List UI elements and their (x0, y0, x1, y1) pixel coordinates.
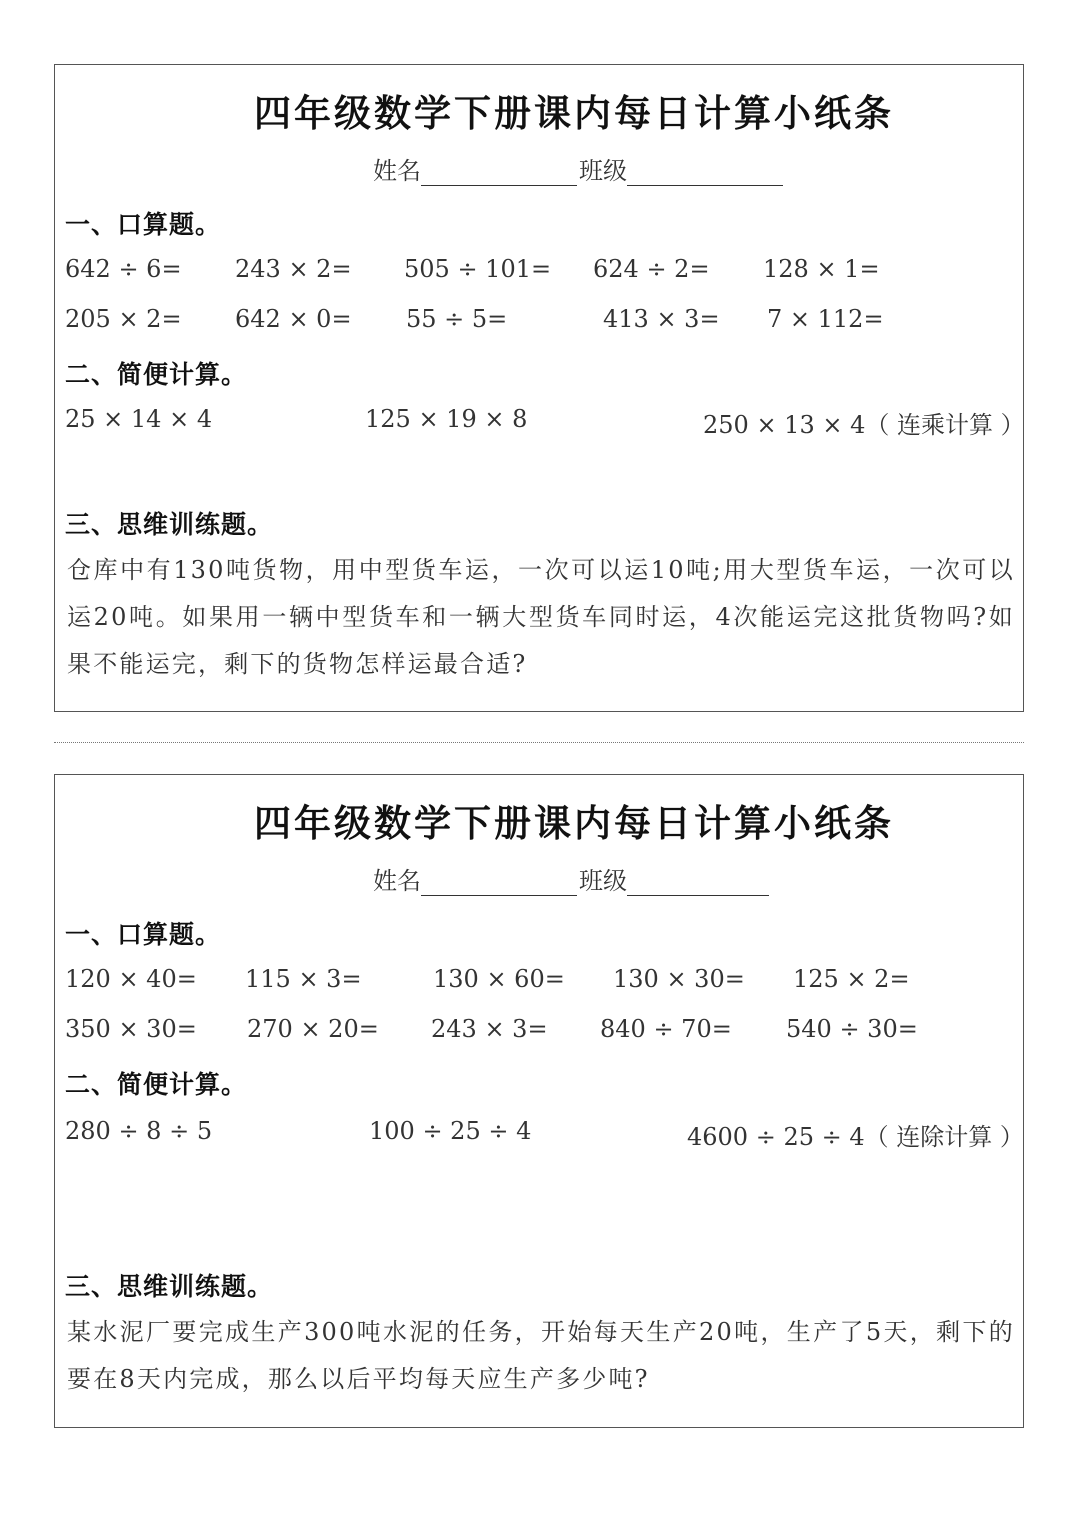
worksheet-title: 四年级数学下册课内每日计算小纸条 (254, 801, 894, 845)
oral-problem: 642 ÷ 6= (65, 255, 182, 283)
oral-problem: 540 ÷ 30= (786, 1015, 918, 1043)
worksheet-title: 四年级数学下册课内每日计算小纸条 (254, 91, 894, 135)
section-heading-simple: 二、简便计算。 (65, 360, 248, 389)
oral-problem: 55 ÷ 5= (406, 305, 508, 333)
oral-problem: 125 × 2= (793, 965, 910, 993)
simple-problem: 4600 ÷ 25 ÷ 4（ 连除计算 ） (687, 1123, 1024, 1151)
oral-problem: 205 × 2= (65, 305, 182, 333)
name-blank[interactable] (421, 869, 577, 896)
worksheet-card-1 (54, 64, 1024, 712)
name-class-row (373, 151, 785, 186)
word-problem: 某水泥厂要完成生产300吨水泥的任务，开始每天生产20吨，生产了5天，剩下的要在8天内完成，那么以后平均每天应生产多少吨? (67, 1318, 1015, 1393)
oral-problem: 840 ÷ 70= (600, 1015, 732, 1043)
name-class-row (373, 861, 771, 896)
oral-problem: 115 × 3= (245, 965, 362, 993)
oral-problem: 128 × 1= (763, 255, 880, 283)
simple-problem: 250 × 13 × 4（ 连乘计算 ） (703, 411, 1025, 439)
word-problem: 仓库中有130吨货物，用中型货车运，一次可以运10吨;用大型货车运，一次可以运20吨。如果用一辆中型货车和一辆大型货车同时运，4次能运完这批货物吗?如果不能运完，剩下的货物怎样运最合适? (67, 556, 1015, 678)
class-blank[interactable] (627, 869, 769, 896)
oral-problem: 7 × 112= (767, 305, 884, 333)
simple-problem: 100 ÷ 25 ÷ 4 (369, 1117, 532, 1145)
oral-problem: 270 × 20= (247, 1015, 379, 1043)
name-label: 姓名 (373, 867, 421, 895)
oral-problem: 642 × 0= (235, 305, 352, 333)
simple-problem: 125 × 19 × 8 (365, 405, 528, 433)
oral-problem: 120 × 40= (65, 965, 197, 993)
oral-problem: 243 × 2= (235, 255, 352, 283)
oral-problem: 243 × 3= (431, 1015, 548, 1043)
simple-problem: 280 ÷ 8 ÷ 5 (65, 1117, 213, 1145)
oral-problem: 130 × 60= (433, 965, 565, 993)
oral-problem: 505 ÷ 101= (404, 255, 552, 283)
oral-problem: 130 × 30= (613, 965, 745, 993)
class-label: 班级 (579, 867, 627, 895)
name-blank[interactable] (421, 159, 577, 186)
name-label: 姓名 (373, 157, 421, 185)
oral-problem: 350 × 30= (65, 1015, 197, 1043)
section-heading-thinking: 三、思维训练题。 (65, 1272, 274, 1301)
class-label: 班级 (579, 157, 627, 185)
class-blank[interactable] (627, 159, 783, 186)
oral-problem: 413 × 3= (603, 305, 720, 333)
section-heading-oral: 一、口算题。 (65, 210, 222, 239)
section-heading-oral: 一、口算题。 (65, 920, 222, 949)
worksheet-card-2 (54, 774, 1024, 1428)
oral-problem: 624 ÷ 2= (593, 255, 710, 283)
simple-problem: 25 × 14 × 4 (65, 405, 213, 433)
section-heading-simple: 二、简便计算。 (65, 1070, 248, 1099)
section-heading-thinking: 三、思维训练题。 (65, 510, 274, 539)
cut-line-divider (54, 742, 1024, 743)
